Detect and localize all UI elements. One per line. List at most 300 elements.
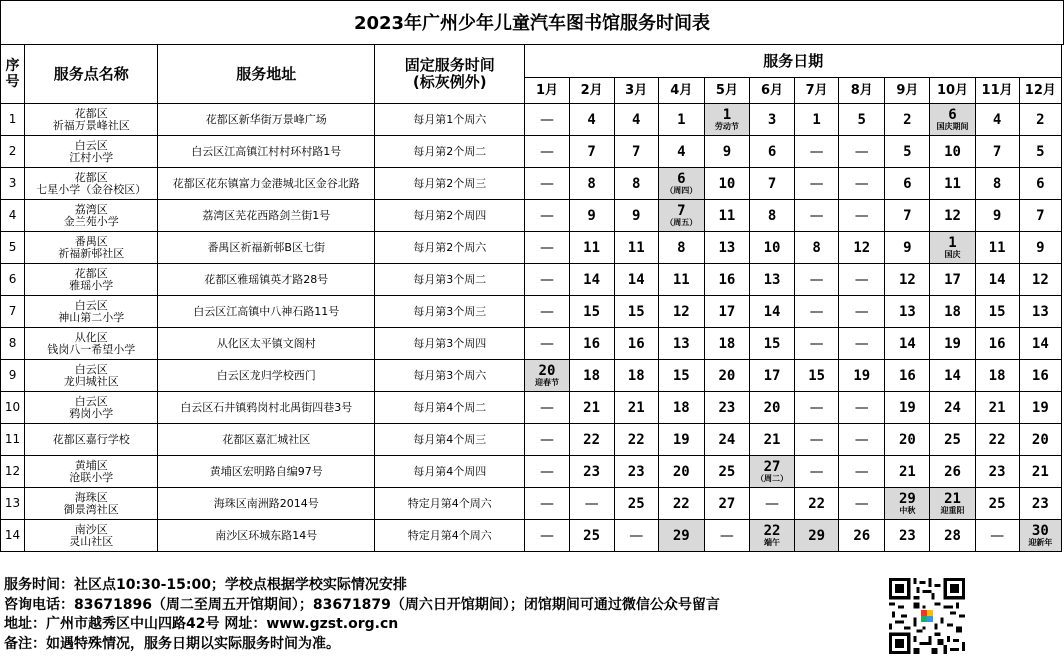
date-cell [885,168,930,200]
header-fixed-time-line2: (标灰例外) [412,73,487,91]
month-header: 3月 [614,78,658,104]
date-value: 18 [944,303,961,320]
date-cell [749,264,794,296]
date-note: （周五） [665,218,698,227]
date-value: — [854,303,869,320]
date-cell [795,328,839,360]
row-name-line: 番禺区 [74,234,108,248]
date-value: 15 [672,367,690,384]
date-cell [1019,456,1061,488]
date-cell [795,360,839,392]
month-header: 10月 [930,78,975,104]
row-name [25,520,158,552]
date-cell [1019,328,1061,360]
date-cell [569,360,614,392]
date-cell [839,392,885,424]
date-value: 26 [944,463,961,480]
date-value: 20 [763,399,781,416]
date-note: 中秋 [899,506,916,515]
date-cell [1019,136,1061,168]
date-cell [749,360,794,392]
footer-address: 地址：广州市越秀区中山四路42号 网址：www.gzst.org.cn [4,616,399,632]
date-value: 13 [1031,303,1049,320]
row-name-line: 白云区 [74,362,108,376]
date-value: 21 [988,399,1006,416]
row-name-line: 从化区 [74,330,108,344]
date-cell [614,136,658,168]
row-seq: 14 [1,520,25,552]
date-cell [930,136,975,168]
row-name-line: 花都区 [74,106,108,120]
date-cell [569,232,614,264]
date-value: 16 [583,335,601,352]
date-cell [614,232,658,264]
date-cell [658,360,704,392]
row-seq: 6 [1,264,25,296]
row-fixed-time: 每月第3个周三 [375,296,525,328]
date-value: 11 [944,175,961,192]
date-cell [885,264,930,296]
date-note: （周二） [756,474,789,483]
row-name-line: 祈福新邨社区 [58,246,125,260]
date-value: — [809,143,824,160]
date-value: — [809,271,824,288]
date-cell [614,328,658,360]
row-name-line: 龙归城社区 [63,374,119,388]
date-value: 10 [763,239,781,256]
date-value: 9 [587,207,596,224]
date-value: 25 [988,495,1006,512]
date-value: 9 [1036,239,1045,256]
date-value: 7 [587,143,596,160]
date-cell [975,488,1019,520]
date-value: — [539,239,554,256]
row-name-line: 神山第二小学 [58,310,125,324]
date-value: 18 [988,367,1006,384]
date-value: 14 [988,271,1006,288]
date-cell [930,360,975,392]
date-value: 23 [627,463,645,480]
row-address: 花都区新华街万景峰广场 [158,104,375,136]
date-cell [749,424,794,456]
date-cell [839,264,885,296]
month-header: 4月 [658,78,704,104]
date-cell [795,488,839,520]
date-cell [839,104,885,136]
date-cell [749,168,794,200]
table-row [1,104,1062,136]
row-fixed-time: 每月第3个周六 [375,360,525,392]
date-value: 8 [767,207,777,224]
date-value: 18 [718,335,736,352]
date-cell [1019,360,1061,392]
row-fixed-time: 每月第2个周三 [375,168,525,200]
date-cell [569,168,614,200]
month-header: 1月 [525,78,569,104]
row-name [25,104,158,136]
date-cell [885,360,930,392]
date-value: — [854,175,869,192]
table-row [1,136,1062,168]
date-value: — [539,143,554,160]
date-cell [658,328,704,360]
date-cell [975,104,1019,136]
row-name [25,392,158,424]
row-address: 番禺区祈福新邨B区七街 [158,232,375,264]
date-cell [839,296,885,328]
date-value: — [854,431,869,448]
row-fixed-time: 特定月第4个周六 [375,520,525,552]
month-header: 12月 [1019,78,1061,104]
date-cell [795,424,839,456]
date-value: 7 [767,175,777,192]
footer-service-time: 服务时间：社区点10:30-15:00；学校点根据学校实际情况安排 [4,577,407,593]
row-name [25,296,158,328]
date-cell [525,520,569,552]
date-value: — [854,399,869,416]
date-value: — [809,207,824,224]
month-header: 5月 [704,78,749,104]
date-value: 9 [903,239,912,256]
table-row [1,328,1062,360]
date-cell [749,232,794,264]
date-value: 7 [631,143,641,160]
date-value: 13 [672,335,690,352]
row-address: 花都区雅瑶镇英才路28号 [158,264,375,296]
table-row [1,168,1062,200]
date-cell [885,296,930,328]
footer-note: 备注：如遇特殊情况，服务日期以实际服务时间为准。 [4,635,340,652]
date-cell [975,456,1019,488]
date-cell [749,104,794,136]
date-value: — [809,175,824,192]
date-value: 18 [627,367,645,384]
date-value: 22 [627,431,645,448]
date-note: 端午 [764,538,781,547]
date-value: 4 [631,111,641,128]
row-name-line: 灵山社区 [69,534,114,548]
date-value: 7 [992,143,1002,160]
date-value: 23 [1031,495,1049,512]
date-cell [975,520,1019,552]
date-cell [658,424,704,456]
date-cell [525,136,569,168]
date-value: — [539,335,554,352]
date-cell [975,424,1019,456]
date-value: — [854,143,869,160]
date-cell [525,328,569,360]
date-value: 29 [672,527,690,544]
date-cell [704,232,749,264]
row-name-line: 七星小学（金谷校区） [36,182,147,196]
date-value: 16 [988,335,1006,352]
date-value: 29 [898,491,916,507]
date-value: 1 [812,111,821,128]
date-cell [658,264,704,296]
date-value: 21 [627,399,645,416]
table-row [1,456,1062,488]
date-cell [569,456,614,488]
date-cell [569,392,614,424]
date-cell [525,488,569,520]
row-address: 黄埔区宏明路自编97号 [158,456,375,488]
date-value: 27 [763,459,781,475]
date-cell [839,232,885,264]
date-cell [795,264,839,296]
date-cell [795,104,839,136]
date-value: 20 [898,431,916,448]
row-name-line: 钱岗八一希望小学 [47,342,136,356]
row-address: 白云区江高镇江村村环村路1号 [158,136,375,168]
date-cell [1019,168,1061,200]
row-fixed-time: 每月第4个周三 [375,424,525,456]
date-cell [658,168,704,200]
date-cell [975,296,1019,328]
date-value: 5 [857,111,866,128]
date-value: — [629,527,644,544]
date-cell [930,200,975,232]
date-value: — [809,463,824,480]
row-seq: 7 [1,296,25,328]
header-fixed-time-line1: 固定服务时间 [404,56,495,74]
date-cell [614,104,658,136]
date-cell [569,424,614,456]
date-cell [1019,296,1061,328]
date-cell [930,104,975,136]
date-cell [885,424,930,456]
row-seq: 11 [1,424,25,456]
row-name [25,488,158,520]
date-cell [885,200,930,232]
date-value: 13 [718,239,736,256]
date-value: 11 [718,207,736,224]
month-header: 6月 [749,78,794,104]
date-cell [930,520,975,552]
date-cell [885,456,930,488]
date-value: 16 [627,335,645,352]
row-name-line: 沧联小学 [69,470,114,484]
date-cell [614,296,658,328]
date-cell [525,456,569,488]
date-note: 国庆 [944,250,961,259]
date-value: 12 [944,207,961,224]
date-cell [930,392,975,424]
date-value: 16 [718,271,736,288]
date-cell [569,136,614,168]
date-cell [930,168,975,200]
date-value: — [539,303,554,320]
date-cell [525,296,569,328]
month-header: 8月 [839,78,885,104]
date-value: 25 [718,463,736,480]
date-value: 21 [944,491,961,507]
date-value: 22 [988,431,1006,448]
date-cell [930,488,975,520]
date-cell [704,264,749,296]
table-row [1,264,1062,296]
date-value: 13 [763,271,781,288]
date-cell [930,232,975,264]
date-value: 2 [903,111,912,128]
date-cell [1019,488,1061,520]
date-value: 11 [988,239,1006,256]
row-name-line: 花都区嘉行学校 [52,432,130,446]
row-seq: 1 [1,104,25,136]
date-value: 9 [631,207,641,224]
date-value: 8 [587,175,596,192]
date-cell [930,296,975,328]
date-value: 26 [853,527,871,544]
date-value: 7 [1036,207,1045,224]
row-name-line: 江村小学 [69,150,114,164]
date-value: 23 [988,463,1006,480]
table-row [1,296,1062,328]
date-cell [569,264,614,296]
date-value: 22 [808,495,826,512]
date-value: 21 [898,463,916,480]
date-cell [839,200,885,232]
date-cell [975,136,1019,168]
row-name-line: 鸦岗小学 [69,406,114,420]
date-cell [569,520,614,552]
date-cell [795,456,839,488]
date-cell [885,520,930,552]
date-value: 6 [677,171,686,187]
date-cell [704,488,749,520]
row-fixed-time: 每月第4个周二 [375,392,525,424]
row-name-line: 金兰苑小学 [63,214,119,228]
date-value: 6 [948,107,957,123]
date-value: 25 [583,527,601,544]
date-value: 29 [808,527,826,544]
date-cell [525,264,569,296]
date-value: — [765,495,780,512]
month-header: 7月 [795,78,839,104]
header-address: 服务地址 [158,45,375,104]
row-fixed-time: 每月第4个周四 [375,456,525,488]
date-cell [525,392,569,424]
date-cell [749,200,794,232]
row-name-line: 荔湾区 [74,202,108,216]
row-seq: 3 [1,168,25,200]
row-name-line: 雅瑶小学 [69,278,114,292]
date-cell [885,488,930,520]
date-value: 15 [763,335,781,352]
date-value: 9 [722,143,732,160]
date-cell [658,392,704,424]
row-name [25,200,158,232]
date-value: 14 [898,335,916,352]
row-name-line: 白云区 [74,298,108,312]
row-fixed-time: 每月第2个周二 [375,136,525,168]
date-cell [525,360,569,392]
date-value: 19 [1031,399,1049,416]
date-value: — [990,527,1005,544]
date-cell [704,104,749,136]
date-note: 国庆期间 [936,122,969,131]
date-cell [839,520,885,552]
date-cell [930,424,975,456]
date-cell [1019,104,1061,136]
date-cell [749,488,794,520]
date-value: — [854,335,869,352]
date-cell [749,456,794,488]
date-value: 6 [903,175,912,192]
date-cell [704,168,749,200]
date-cell [975,392,1019,424]
row-address: 白云区龙归学校西门 [158,360,375,392]
date-cell [658,104,704,136]
footer [4,576,884,654]
row-name-line: 花都区 [74,170,108,184]
row-name [25,168,158,200]
row-name-line: 海珠区 [74,490,108,504]
date-value: 14 [944,367,961,384]
date-value: 14 [1031,335,1049,352]
date-cell [795,168,839,200]
header-name: 服务点名称 [25,45,158,104]
date-value: 21 [583,399,601,416]
date-value: 11 [583,239,601,256]
date-value: 16 [1031,367,1049,384]
date-value: 17 [944,271,961,288]
date-value: 18 [583,367,601,384]
row-seq: 4 [1,200,25,232]
header-service-dates: 服务日期 [525,45,1062,78]
date-cell [525,424,569,456]
date-value: 22 [763,523,781,539]
schedule-table [0,44,1062,552]
row-name-line: 花都区 [74,266,108,280]
date-value: 20 [538,363,556,379]
date-cell [525,232,569,264]
date-cell [614,360,658,392]
row-fixed-time: 每月第1个周六 [375,104,525,136]
date-cell [839,360,885,392]
row-seq: 9 [1,360,25,392]
date-cell [975,200,1019,232]
date-value: 14 [627,271,645,288]
date-cell [658,200,704,232]
date-cell [1019,264,1061,296]
date-value: — [539,271,554,288]
date-cell [885,104,930,136]
date-value: 19 [853,367,871,384]
date-cell [614,392,658,424]
date-cell [839,424,885,456]
date-value: 1 [948,235,957,251]
date-cell [749,520,794,552]
date-cell [930,264,975,296]
header-fixed-time [375,45,525,104]
row-name [25,136,158,168]
date-cell [614,520,658,552]
row-fixed-time: 每月第2个周四 [375,200,525,232]
date-cell [704,456,749,488]
date-cell [930,328,975,360]
date-value: 17 [718,303,736,320]
row-fixed-time: 每月第2个周六 [375,232,525,264]
date-cell [658,136,704,168]
row-name [25,360,158,392]
date-value: 12 [672,303,690,320]
date-cell [795,136,839,168]
row-name [25,232,158,264]
schedule-body [1,104,1062,552]
date-cell [704,424,749,456]
date-value: — [854,271,869,288]
row-fixed-time: 每月第3个周四 [375,328,525,360]
